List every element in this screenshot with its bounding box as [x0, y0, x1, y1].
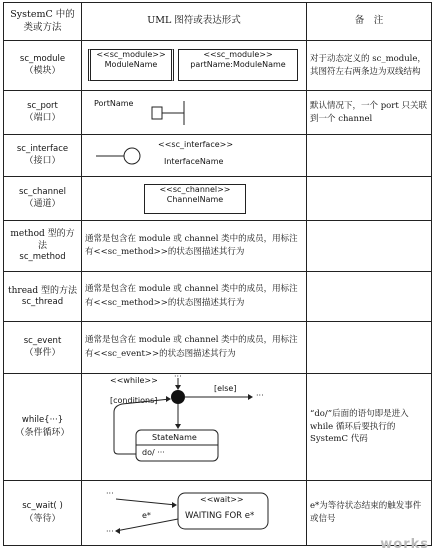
row-name-cell [4, 322, 82, 374]
channel-name: ChannelName [166, 195, 224, 205]
note-cell: 对于动态定义的 sc_module，其图符左右两条边为双线结构 [307, 41, 432, 91]
row-name: sc_interface [16, 143, 69, 154]
uml-cell [82, 481, 307, 546]
row-name-cn: （模块） [24, 66, 61, 77]
while-state-diagram [82, 374, 307, 481]
wait-stereotype: <<wait>> [200, 495, 244, 504]
note-cell [307, 272, 432, 322]
port-label: PortName [94, 99, 134, 108]
header-notes: 备 注 [307, 3, 432, 41]
note-cell [307, 221, 432, 272]
wait-entry-dots: ··· [106, 489, 114, 498]
note-cell: 默认情况下，一个 port 只关联到一个 channel [307, 91, 432, 135]
systemc-uml-table [3, 2, 432, 546]
uml-cell [82, 135, 307, 177]
row-name-cn: （事件） [24, 348, 61, 359]
description-cell: 通常是包含在 module 或 channel 类中的成员，用标注有<<sc_event>>的状态图描述其行为 [82, 322, 307, 374]
table-row [4, 374, 432, 481]
row-name-cell [4, 177, 82, 221]
uml-cell [82, 41, 307, 91]
table-row [4, 135, 432, 177]
module-box-part [178, 49, 298, 81]
row-name: sc_event [23, 335, 62, 346]
table-header-row [4, 3, 432, 41]
table-row [4, 91, 432, 135]
module-stereotype: <<sc_module>> [203, 50, 273, 59]
table-row [4, 322, 432, 374]
header-class-method: SystemC 中的类或方法 [4, 3, 82, 41]
row-name-cn: （端口） [24, 113, 61, 124]
table-row [4, 41, 432, 91]
while-conditions: [conditions] [110, 396, 158, 405]
row-name: sc_channel [19, 186, 66, 197]
interface-stereotype: <<sc_interface>> [158, 140, 234, 149]
note-cell: “do/”后面的语句即是进入 while 循环后要执行的 SystemC 代码 [307, 374, 432, 481]
while-stereotype: <<while>> [110, 376, 158, 385]
while-entry-dots: ··· [174, 373, 182, 381]
row-name: sc_wait( ) [22, 501, 63, 512]
table-row [4, 177, 432, 221]
row-name-cell [4, 374, 82, 481]
row-name: sc_method [19, 252, 66, 263]
interface-name: InterfaceName [164, 157, 224, 166]
wait-state-text: WAITING FOR e* [185, 511, 255, 521]
uml-cell [82, 91, 307, 135]
row-name-cell [4, 272, 82, 322]
port-symbol [82, 91, 302, 135]
state-do: do/ ··· [142, 448, 165, 457]
row-name-cn: method 型的方法 [10, 229, 75, 252]
channel-box [144, 184, 246, 214]
row-name-cn: （条件循环） [15, 427, 70, 438]
wait-exit-dots: ··· [106, 527, 114, 536]
while-else: [else] [214, 384, 237, 393]
note-cell [307, 322, 432, 374]
uml-cell [82, 177, 307, 221]
row-name-cell [4, 41, 82, 91]
row-name: sc_thread [21, 296, 64, 307]
note-cell: e*为等待状态结束的触发事件或信号 [307, 481, 432, 546]
part-name: partName:ModuleName [190, 60, 286, 70]
row-name-cn: （接口） [24, 156, 61, 167]
header-uml-form: UML 图符或表达形式 [82, 3, 307, 41]
channel-stereotype: <<sc_channel>> [159, 185, 231, 194]
table-row [4, 272, 432, 322]
uml-cell [82, 374, 307, 481]
module-stereotype: <<sc_module>> [96, 50, 166, 59]
row-name-cell [4, 91, 82, 135]
row-name-cell [4, 135, 82, 177]
watermark-logo: works [380, 537, 429, 552]
state-name: StateName [152, 433, 197, 442]
description-cell: 通常是包含在 module 或 channel 类中的成员，用标注有<<sc_method>>的状态图描述其行为 [82, 221, 307, 272]
row-name: sc_port [27, 100, 58, 111]
note-cell [307, 135, 432, 177]
while-exit-dots: ··· [256, 391, 264, 400]
module-box-dynamic [88, 49, 174, 81]
row-name-cell [4, 221, 82, 272]
note-cell [307, 177, 432, 221]
description-cell: 通常是包含在 module 或 channel 类中的成员，用标注有<<sc_method>>的状态图描述其行为 [82, 272, 307, 322]
module-name: ModuleName [104, 60, 158, 70]
row-name: sc_module [19, 53, 66, 64]
row-name-cn: thread 型的方法 [7, 285, 78, 296]
table-row [4, 481, 432, 546]
row-name-cn: （通道） [24, 199, 61, 210]
row-name-cell [4, 481, 82, 546]
wait-event: e* [142, 511, 151, 520]
table-row [4, 221, 432, 272]
row-name: while{···} [21, 415, 64, 426]
row-name-cn: （等待） [24, 513, 61, 524]
